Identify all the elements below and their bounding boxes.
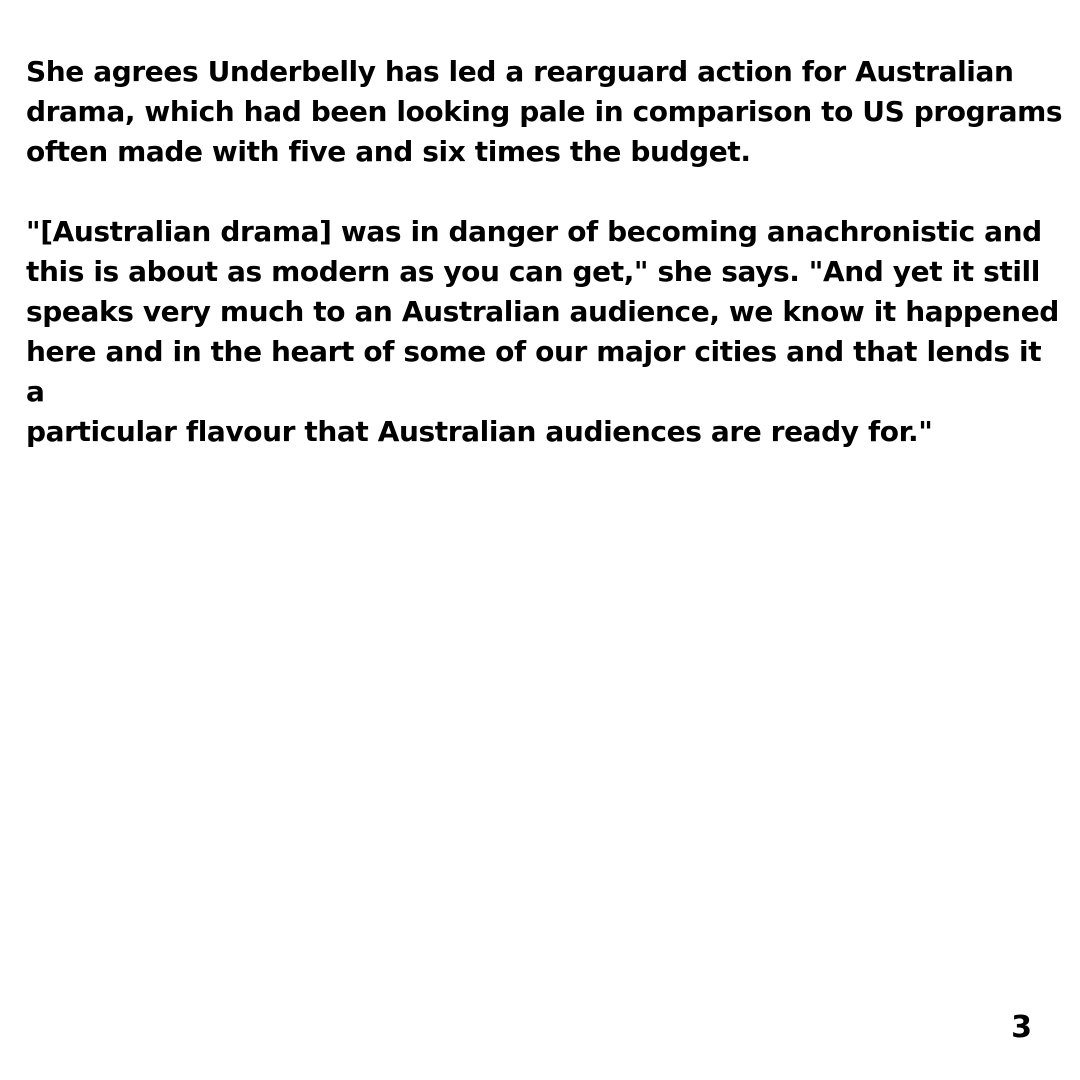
paragraph-2: "[Australian drama] was in danger of becoming anachronistic and this is about as modern as you can get," she says. "And yet it still speaks very much to an Australian audience, we know it happened here and in the heart of some of our major cities and that lends it a particular flavour that Australian audiences are ready for." [26, 215, 1059, 448]
page-number: 3 [1011, 1010, 1032, 1045]
document-body [26, 52, 1066, 492]
paragraph-1: She agrees Underbelly has led a rearguard action for Australian drama, which had been looking pale in comparison to US programs often made with five and six times the budget. [26, 55, 1063, 168]
